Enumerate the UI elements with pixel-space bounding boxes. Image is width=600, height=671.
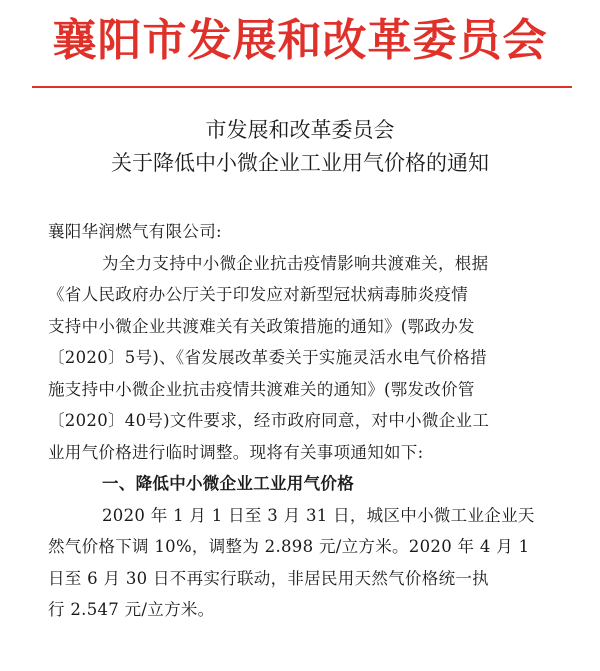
paragraph-1-line: 〔2020〕40号)文件要求，经市政府同意，对中小微企业工 bbox=[48, 411, 490, 430]
notice-body bbox=[48, 216, 556, 626]
paragraph-2-line: 然气价格下调 10%，调整为 2.898 元/立方米。2020 年 4 月 1 bbox=[48, 537, 530, 556]
issuing-authority-header: 襄阳市发展和改革委员会 bbox=[52, 15, 548, 66]
paragraph-1-line: 支持中小微企业共渡难关有关政策措施的通知》(鄂政办发 bbox=[48, 316, 475, 336]
paragraph-1-line: 施支持中小微企业抗击疫情共渡难关的通知》(鄂发改价管 bbox=[48, 379, 475, 399]
paragraph-1-line: 为全力支持中小微企业抗击疫情影响共渡难关，根据 bbox=[102, 253, 489, 273]
section-1-heading: 一、降低中小微企业工业用气价格 bbox=[102, 474, 354, 493]
notice-title-line-1: 市发展和改革委员会 bbox=[205, 118, 395, 142]
addressee: 襄阳华润燃气有限公司: bbox=[48, 222, 222, 241]
paragraph-1-line: 业用气价格进行临时调整。现将有关事项通知如下: bbox=[48, 442, 424, 462]
paragraph-2-line: 2020 年 1 月 1 日至 3 月 31 日，城区中小微工业企业天 bbox=[102, 505, 535, 525]
paragraph-1-line: 《省人民政府办公厅关于印发应对新型冠状病毒肺炎疫情 bbox=[48, 285, 468, 304]
paragraph-1-line: 〔2020〕5号)、《省发展改革委关于实施灵活水电气价格措 bbox=[48, 348, 487, 367]
paragraph-2-line: 日至 6 月 30 日不再实行联动，非居民用天然气价格统一执 bbox=[48, 568, 489, 588]
header-divider bbox=[32, 86, 572, 88]
notice-title-line-2: 关于降低中小微企业工业用气价格的通知 bbox=[111, 151, 489, 175]
paragraph-2-line: 行 2.547 元/立方米。 bbox=[48, 600, 215, 619]
